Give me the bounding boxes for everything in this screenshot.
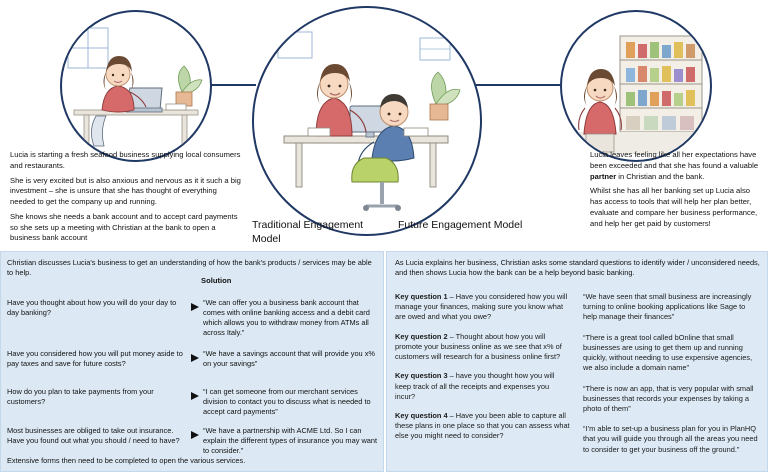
traditional-footer: Extensive forms then need to be completed to open the various services. bbox=[7, 455, 246, 465]
narrative-left-p2: She is very excited but is also anxious and nervous as it it such a big investment – she is unsure that she has thought of everything needed to get the company up and running. bbox=[10, 175, 241, 207]
narrative-right-p2: Whilst she has all her banking set up Lucia also has access to tools that will help her plan better, evaluate and compare her business performance, and help her get paid by customers! bbox=[590, 186, 758, 228]
narrative-right-p1: Lucia leaves feeling like all her expectations have been exceeded and that she has found a valuable partner in Christian and the bank. bbox=[590, 150, 759, 181]
narrative-left-p1: Lucia is starting a fresh seafood business supplying local consumers and restaurants. bbox=[10, 150, 241, 170]
solution-quote: “I’m able to set-up a business plan for you in PlanHQ that you will guide you through all the areas you need to consider to get your business off the ground.” bbox=[583, 424, 758, 454]
connector-right bbox=[476, 84, 564, 86]
key-question: Key question 4 – Have you been able to capture all these plans in one place so that you can assess what else you might need to consider? bbox=[395, 410, 570, 441]
traditional-model-panel bbox=[0, 251, 384, 472]
solution-quotes-column bbox=[583, 292, 761, 465]
key-questions-column bbox=[395, 292, 571, 451]
qa-answer: “We can offer you a business bank account that comes with online banking access and a debit card which allows you to withdraw money from ATMs all across Italy.” bbox=[203, 298, 370, 338]
qa-answer: “We have a partnership with ACME Ltd. So I can explain the different types of insurance you may want to consider.” bbox=[203, 426, 378, 456]
qa-answer: “I can get someone from our merchant services division to contact you to discuss what is needed to accept card payments” bbox=[203, 387, 371, 417]
narrative-left bbox=[10, 150, 242, 248]
connector-left bbox=[206, 84, 256, 86]
woman-leaving-shop-illustration bbox=[560, 10, 712, 162]
solution-quote: “We have seen that small business are increasingly turning to online booking applications like Sage to help manage their finances” bbox=[583, 292, 752, 322]
solution-quote: “There is a great tool called bOnline that small businesses are using to get them up and running quickly, without needing to use expensive agencies, we also include a domain name” bbox=[583, 332, 753, 373]
qa-question: Have you considered how you will put money aside to pay taxes and save for future costs? bbox=[7, 349, 183, 369]
arrow-icon bbox=[191, 392, 199, 400]
arrow-icon bbox=[191, 303, 199, 311]
narrative-left-p3: She knows she needs a bank account and to accept card payments so she sets up a meeting with Christian at the bank to open a business bank account bbox=[10, 211, 238, 243]
future-intro: As Lucia explains her business, Christian asks some standard questions to identify wider / unconsidered needs, and then shows Lucia how the bank can be a help beyond basic banking. bbox=[395, 258, 760, 278]
qa-question: How do you plan to take payments from your customers? bbox=[7, 387, 154, 407]
qa-answer: “We have a savings account that will provide you x% on your savings” bbox=[203, 349, 375, 369]
arrow-icon bbox=[191, 431, 199, 439]
key-question: Key question 3 – have you thought how you will keep track of all the receipts and expenses you incur? bbox=[395, 371, 555, 401]
solution-label: Solution bbox=[201, 276, 232, 285]
woman-at-laptop-illustration bbox=[60, 10, 212, 162]
traditional-model-title: Traditional Engagement Model bbox=[252, 219, 364, 245]
key-question: Key question 1 – Have you considered how you will manage your finances, making sure you know what are owed and what you owe? bbox=[395, 292, 568, 322]
qa-question: Have you thought about how you will do your day to day banking? bbox=[7, 298, 177, 318]
traditional-intro: Christian discusses Lucia's business to get an understanding of how the bank's products / services may be able to help. bbox=[7, 258, 372, 278]
future-model-title: Future Engagement Model bbox=[398, 219, 523, 231]
qa-question: Most businesses are obliged to take out insurance. Have you found out what you should / need to have? bbox=[7, 426, 180, 446]
solution-quote: “There is now an app, that is very popular with small businesses that records your expenses by taking a photo of them” bbox=[583, 383, 754, 413]
arrow-icon bbox=[191, 354, 199, 362]
future-model-panel bbox=[386, 251, 768, 472]
narrative-right bbox=[590, 150, 764, 233]
bank-meeting-illustration bbox=[252, 6, 482, 236]
key-question: Key question 2 – Thought about how you will promote your business online as we see that x% of customers will research for a business online first? bbox=[395, 331, 562, 362]
